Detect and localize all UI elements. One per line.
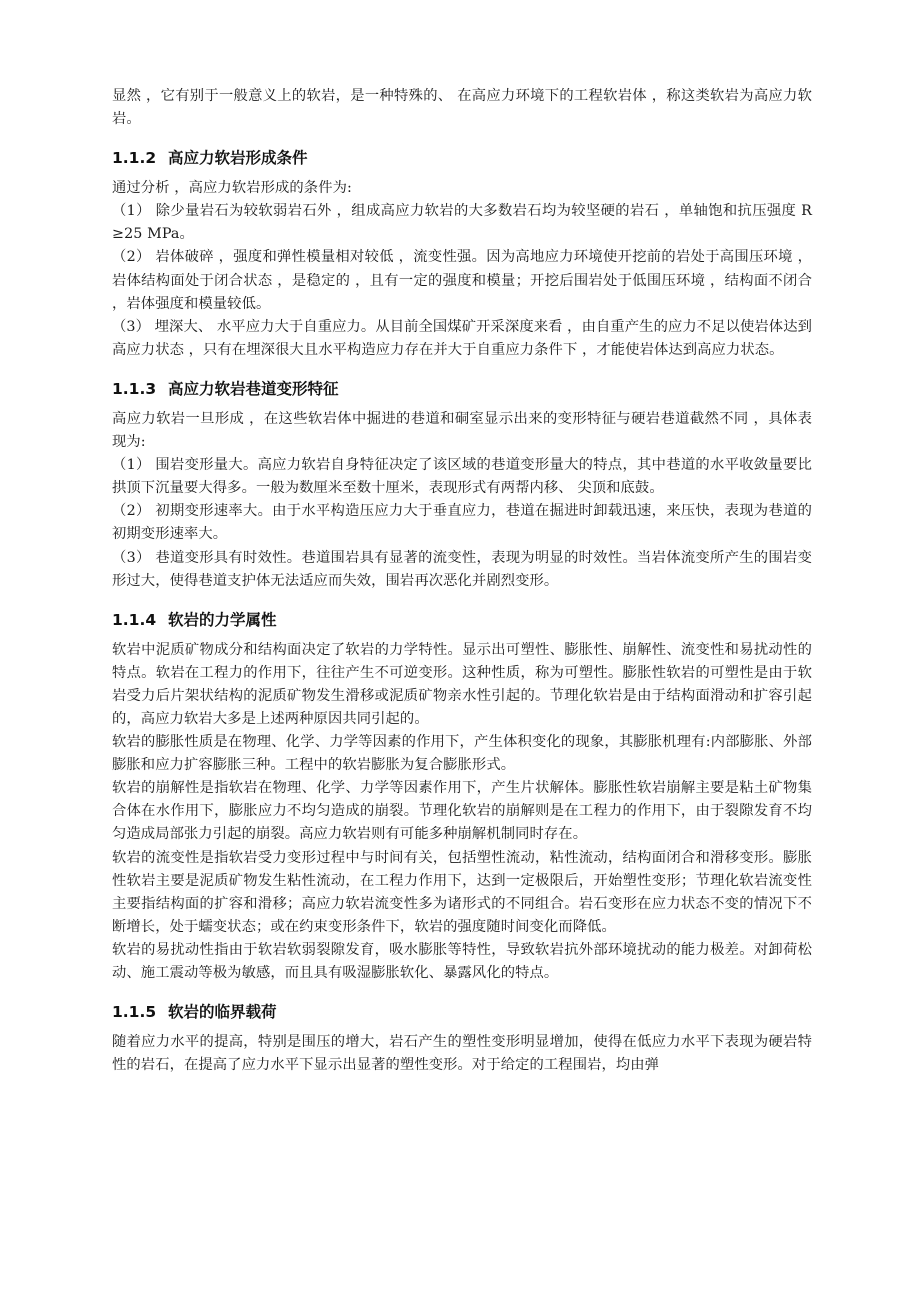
section-title: 高应力软岩形成条件 (168, 149, 308, 168)
body-paragraph: 通过分析 ，高应力软岩形成的条件为: (112, 180, 352, 197)
section-heading-1-1-2 (112, 147, 812, 169)
body-paragraph: 随着应力水平的提高，特别是围压的增大，岩石产生的塑性变形明显增加，使得在低应力水平下表现为硬岩特性的岩石，在提高了应力水平下显示出显著的塑性变形。对于给定的工程围岩，均由弹 (112, 1034, 812, 1074)
body-paragraph: （2） 初期变形速率大。由于水平构造压应力大于垂直应力，巷道在掘进时卸载迅速，来压快，表现为巷道的初期变形速率大。 (112, 503, 812, 543)
intro-paragraph: 显然 ，它有别于一般意义上的软岩，是一种特殊的、 在高应力环境下的工程软岩体 ，称这类软岩为高应力软岩。 (112, 88, 812, 128)
section-heading-1-1-5 (112, 1001, 812, 1023)
document-page (112, 85, 812, 1077)
section-title: 软岩的临界载荷 (168, 1003, 277, 1022)
section-heading-1-1-4 (112, 609, 812, 631)
section-heading-1-1-3 (112, 378, 812, 400)
body-paragraph: 软岩的崩解性是指软岩在物理、化学、力学等因素作用下，产生片状解体。膨胀性软岩崩解主要是粘土矿物集合体在水作用下，膨胀应力不均匀造成的崩裂。节理化软岩的崩解则是在工程力的作用下，由于裂隙发育不均匀造成局部张力引起的崩裂。高应力软岩则有可能多种崩解机制同时存在。 (112, 780, 812, 843)
section-title: 软岩的力学属性 (168, 610, 277, 629)
body-paragraph: 软岩中泥质矿物成分和结构面决定了软岩的力学特性。显示出可塑性、膨胀性、崩解性、流变性和易扰动性的特点。软岩在工程力的作用下，往往产生不可逆变形。这种性质，称为可塑性。膨胀性软岩的可塑性是由于软岩受力后片架状结构的泥质矿物发生滑移或泥质矿物亲水性引起的。节理化软岩是由于结构面滑动和扩容引起的，高应力软岩大多是上述两种原因共同引起的。 (112, 641, 812, 727)
body-paragraph: 软岩的易扰动性指由于软岩软弱裂隙发育，吸水膨胀等特性，导致软岩抗外部环境扰动的能力极差。对卸荷松动、施工震动等极为敏感，而且具有吸湿膨胀软化、暴露风化的特点。 (112, 941, 812, 981)
body-paragraph: 软岩的流变性是指软岩受力变形过程中与时间有关，包括塑性流动，粘性流动，结构面闭合和滑移变形。膨胀性软岩主要是泥质矿物发生粘性流动，在工程力作用下，达到一定极限后，开始塑性变形；节理化软岩流变性主要指结构面的扩容和滑移；高应力软岩流变性多为诸形式的不同组合。岩石变形在应力状态不变的情况下不断增长，处于蠕变状态；或在约束变形条件下，软岩的强度随时间变化而降低。 (112, 849, 812, 935)
body-paragraph: （3） 埋深大、 水平应力大于自重应力。从目前全国煤矿开采深度来看 ，由自重产生的应力不足以使岩体达到高应力状态 ，只有在埋深很大且水平构造应力存在并大于自重应力条件下 ，才能使岩体达到高应力状态。 (112, 318, 812, 358)
body-paragraph: （1） 除少量岩石为较软弱岩石外 ，组成高应力软岩的大多数岩石均为较坚硬的岩石 ，单轴饱和抗压强度 R ≥25 MPa。 (112, 203, 812, 243)
body-paragraph: 软岩的膨胀性质是在物理、化学、力学等因素的作用下，产生体积变化的现象，其膨胀机理有:内部膨胀、外部膨胀和应力扩容膨胀三种。工程中的软岩膨胀为复合膨胀形式。 (112, 734, 812, 774)
body-paragraph: （1） 围岩变形量大。高应力软岩自身特征决定了该区域的巷道变形量大的特点，其中巷道的水平收敛量要比拱顶下沉量要大得多。一般为数厘米至数十厘米，表现形式有两帮内移、 尖顶和底鼓。 (112, 457, 812, 497)
section-title: 高应力软岩巷道变形特征 (168, 379, 339, 398)
section-number: 1.1.5 (112, 1003, 157, 1022)
body-paragraph: 高应力软岩一旦形成 ，在这些软岩体中掘进的巷道和硐室显示出来的变形特征与硬岩巷道截然不同 ，具体表现为: (112, 410, 812, 451)
body-paragraph: （2） 岩体破碎 ，强度和弹性模量相对较低 ，流变性强。因为高地应力环境使开挖前的岩处于高围压环境 ，岩体结构面处于闭合状态 ，是稳定的 ，且有一定的强度和模量；开挖后围岩处于低围压环境 ，结构面不闭合 ，岩体强度和模量较低。 (112, 249, 812, 312)
body-paragraph: （3） 巷道变形具有时效性。巷道围岩具有显著的流变性，表现为明显的时效性。当岩体流变所产生的围岩变形过大，使得巷道支护体无法适应而失效，围岩再次恶化并剧烈变形。 (112, 549, 812, 589)
section-number: 1.1.3 (112, 379, 157, 398)
section-number: 1.1.2 (112, 149, 157, 168)
section-number: 1.1.4 (112, 610, 157, 629)
